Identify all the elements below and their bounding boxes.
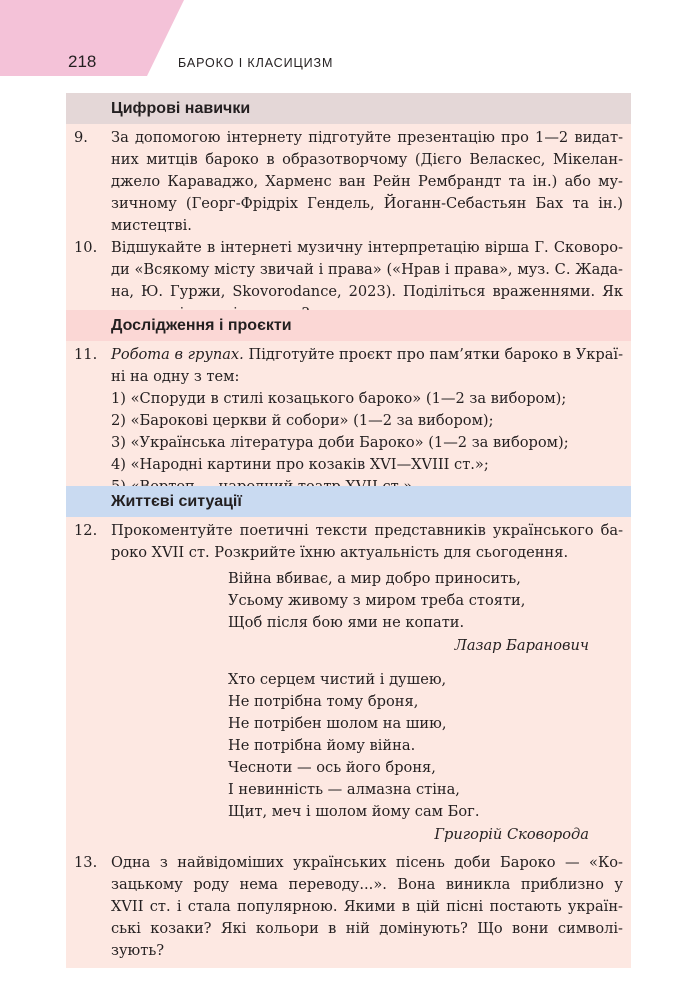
- section-body: [66, 341, 631, 504]
- task-text-line: ди «Всякому місту звичай і права» («Нрав і права», муз. С. Жада-: [111, 261, 623, 278]
- poem-line: Чесноти — ось його броня,: [228, 759, 436, 776]
- task-number: 13.: [74, 854, 98, 871]
- task-number: 9.: [74, 129, 88, 146]
- task-text-line: Одна з найвідоміших українських пісень доби Бароко — «Ко-: [111, 854, 623, 871]
- task-text-line: зують?: [111, 942, 165, 959]
- section-body: [66, 124, 631, 331]
- task-text-line: зичному (Георг-Фрідріх Гендель, Йоганн-Себастьян Бах та ін.): [111, 195, 623, 212]
- poem-skovoroda: [228, 669, 631, 846]
- section-research-projects: [66, 310, 631, 504]
- task-text-line: ські козаки? Які кольори в ній домінують? Що вони символі-: [111, 920, 623, 937]
- topic-item-2: 2) «Барокові церкви й собори» (1—2 за вибором);: [111, 412, 494, 429]
- task-number: 10.: [74, 239, 98, 256]
- task-9: [66, 127, 631, 237]
- task-text-line: [111, 344, 623, 366]
- section-life-situations: [66, 486, 631, 968]
- task-text-line: зацькому роду нема переводу...». Вона виникла приблизно у: [111, 876, 623, 893]
- task-text: Підготуйте проєкт про пам’ятки бароко в Украї-: [243, 346, 623, 363]
- topic-item-4: 4) «Народні картини про козаків XVI—XVIII ст.»;: [111, 456, 489, 473]
- poem-line: Не потрібен шолом на шию,: [228, 715, 447, 732]
- poem-line: Війна вбиває, а мир добро приносить,: [228, 570, 521, 587]
- task-text-line: ні на одну з тем:: [111, 368, 240, 385]
- poem-author: Лазар Баранович: [454, 637, 589, 654]
- spacer: [66, 657, 631, 669]
- task-text-line: джело Караваджо, Харменс ван Рейн Рембрандт та ін.) або му-: [111, 173, 623, 190]
- poem-baranovych: [228, 568, 631, 657]
- poem-line: Не потрібна тому броня,: [228, 693, 419, 710]
- poem-line: Не потрібна йому війна.: [228, 737, 416, 754]
- topic-item-1: 1) «Споруди в стилі козацького бароко» (1—2 за вибором);: [111, 390, 567, 407]
- section-title: Цифрові навички: [66, 93, 631, 124]
- task-text-line: них митців бароко в образотворчому (Дієго Веласкес, Мікелан-: [111, 151, 623, 168]
- task-12: [66, 520, 631, 564]
- running-title: БАРОКО І КЛАСИЦИЗМ: [178, 56, 334, 70]
- section-title: Дослідження і проєкти: [66, 310, 631, 341]
- task-text-line: на, Ю. Гуржи, Skovorodance, 2023). Поділіться враженнями. Як: [111, 283, 623, 300]
- task-text-line: Прокоментуйте поетичні тексти представників українського ба-: [111, 522, 623, 539]
- task-text-line: мистецтві.: [111, 217, 192, 234]
- poem-line: Усьому живому з миром треба стояти,: [228, 592, 526, 609]
- task-11: [66, 344, 631, 498]
- topic-item-3: 3) «Українська література доби Бароко» (1—2 за вибором);: [111, 434, 569, 451]
- poem-author: Григорій Сковорода: [434, 826, 589, 843]
- section-body: [66, 517, 631, 968]
- task-number: 12.: [74, 522, 98, 539]
- poem-line: Хто серцем чистий і душею,: [228, 671, 447, 688]
- poem-line: Щоб після бою ями не копати.: [228, 614, 465, 631]
- task-text-line: Відшукайте в інтернеті музичну інтерпретацію вірша Г. Сковоро-: [111, 239, 623, 256]
- poem-line: І невинність — алмазна стіна,: [228, 781, 460, 798]
- task-number: 11.: [74, 346, 98, 363]
- task-text-line: За допомогою інтернету підготуйте презентацію про 1—2 видат-: [111, 129, 623, 146]
- task-13: [66, 852, 631, 962]
- section-title: Життєві ситуації: [66, 486, 631, 517]
- task-italic-lead: Робота в групах.: [111, 346, 244, 363]
- task-text-line: роко XVII ст. Розкрийте їхню актуальність для сьогодення.: [111, 544, 569, 561]
- page-number: 218: [68, 52, 97, 71]
- section-digital-skills: [66, 93, 631, 331]
- task-text-line: XVII ст. і стала популярною. Якими в цій пісні постають україн-: [111, 898, 623, 915]
- poem-line: Щит, меч і шолом йому сам Бог.: [228, 803, 480, 820]
